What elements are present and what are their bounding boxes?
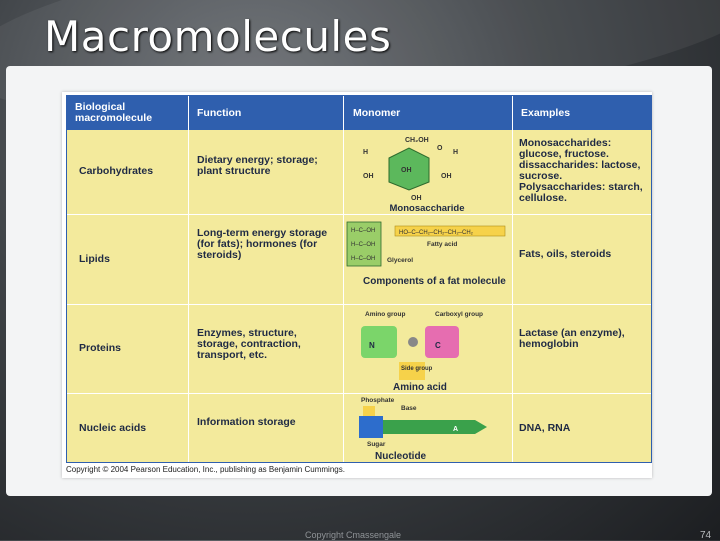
monosaccharide-caption: Monosaccharide [389, 203, 465, 214]
svg-text:H–C–OH: H–C–OH [351, 256, 376, 262]
svg-text:CH₂OH: CH₂OH [405, 137, 429, 144]
row-carbohydrates-molecule: Carbohydrates [79, 165, 154, 177]
slide-footer: Copyright Cmassengale [305, 530, 402, 540]
svg-text:O: O [437, 145, 443, 152]
sugar-label: Sugar [367, 441, 386, 448]
header-molecule: Biological macromolecule [75, 101, 153, 124]
fat-caption-text: Components of a fat molecule [363, 276, 506, 287]
row-proteins-examples: Lactase (an enzyme), hemoglobin [519, 327, 625, 350]
row-carbohydrates-function: Dietary energy; storage; plant structure [197, 154, 318, 177]
base-label: Base [401, 405, 417, 412]
slide-title: Macromolecules [44, 12, 392, 61]
page-number: 74 [700, 530, 712, 541]
svg-text:OH: OH [411, 195, 422, 202]
header-function: Function [197, 106, 242, 119]
side-group-label: Side group [401, 366, 433, 372]
svg-text:H: H [363, 149, 369, 156]
header-monomer: Monomer [353, 106, 401, 119]
svg-text:N: N [369, 341, 375, 350]
fat-molecule-structure [345, 218, 509, 302]
svg-text:H–C–OH: H–C–OH [351, 228, 376, 234]
figure-copyright: Copyright © 2004 Pearson Education, Inc., publishing as Benjamin Cummings. [66, 465, 345, 474]
svg-text:OH: OH [401, 167, 412, 174]
row-proteins-function: Enzymes, structure, storage, contraction, transport, etc. [197, 327, 301, 361]
column-divider [343, 96, 344, 462]
nucleotide-structure [345, 394, 509, 462]
fat-caption [363, 276, 506, 287]
fatty-acid-label: Fatty acid [427, 241, 458, 248]
svg-text:H–C–OH: H–C–OH [351, 242, 376, 248]
nucleotide-caption: Nucleotide [375, 451, 427, 462]
header-examples: Examples [521, 106, 571, 119]
row-divider [67, 304, 651, 305]
carboxyl-group-label: Carboxyl group [435, 311, 484, 318]
row-lipids-examples: Fats, oils, steroids [519, 248, 612, 260]
svg-text:HO–C–CH₂–CH₂–CH₂–CH₂: HO–C–CH₂–CH₂–CH₂–CH₂ [399, 230, 473, 236]
svg-text:C: C [435, 341, 441, 350]
macromolecule-table [66, 95, 652, 463]
macromolecule-figure [62, 92, 652, 478]
row-nucleic-acids-function: Information storage [197, 416, 296, 428]
column-divider [512, 96, 513, 462]
svg-text:OH: OH [363, 173, 374, 180]
amino-acid-caption: Amino acid [393, 382, 447, 392]
svg-text:OH: OH [441, 173, 452, 180]
column-divider [188, 96, 189, 462]
monosaccharide-structure [347, 130, 511, 214]
row-divider [67, 214, 651, 215]
glycerol-label: Glycerol [387, 257, 414, 264]
amino-group-label: Amino group [365, 311, 406, 318]
base-letter: A [453, 426, 459, 433]
row-proteins-molecule: Proteins [79, 342, 122, 354]
row-nucleic-acids-examples: DNA, RNA [519, 422, 571, 434]
phosphate-label: Phosphate [361, 397, 395, 404]
svg-text:H: H [453, 149, 459, 156]
row-nucleic-acids-molecule: Nucleic acids [79, 422, 147, 434]
row-carbohydrates-examples: Monosaccharides: glucose, fructose. dissaccharides: lactose, sucrose. Polysaccharides: starch, cellulose. [519, 137, 643, 204]
row-lipids-function: Long-term energy storage (for fats); hormones (for steroids) [197, 227, 328, 261]
row-lipids-molecule: Lipids [79, 253, 110, 265]
amino-acid-structure [345, 306, 509, 392]
